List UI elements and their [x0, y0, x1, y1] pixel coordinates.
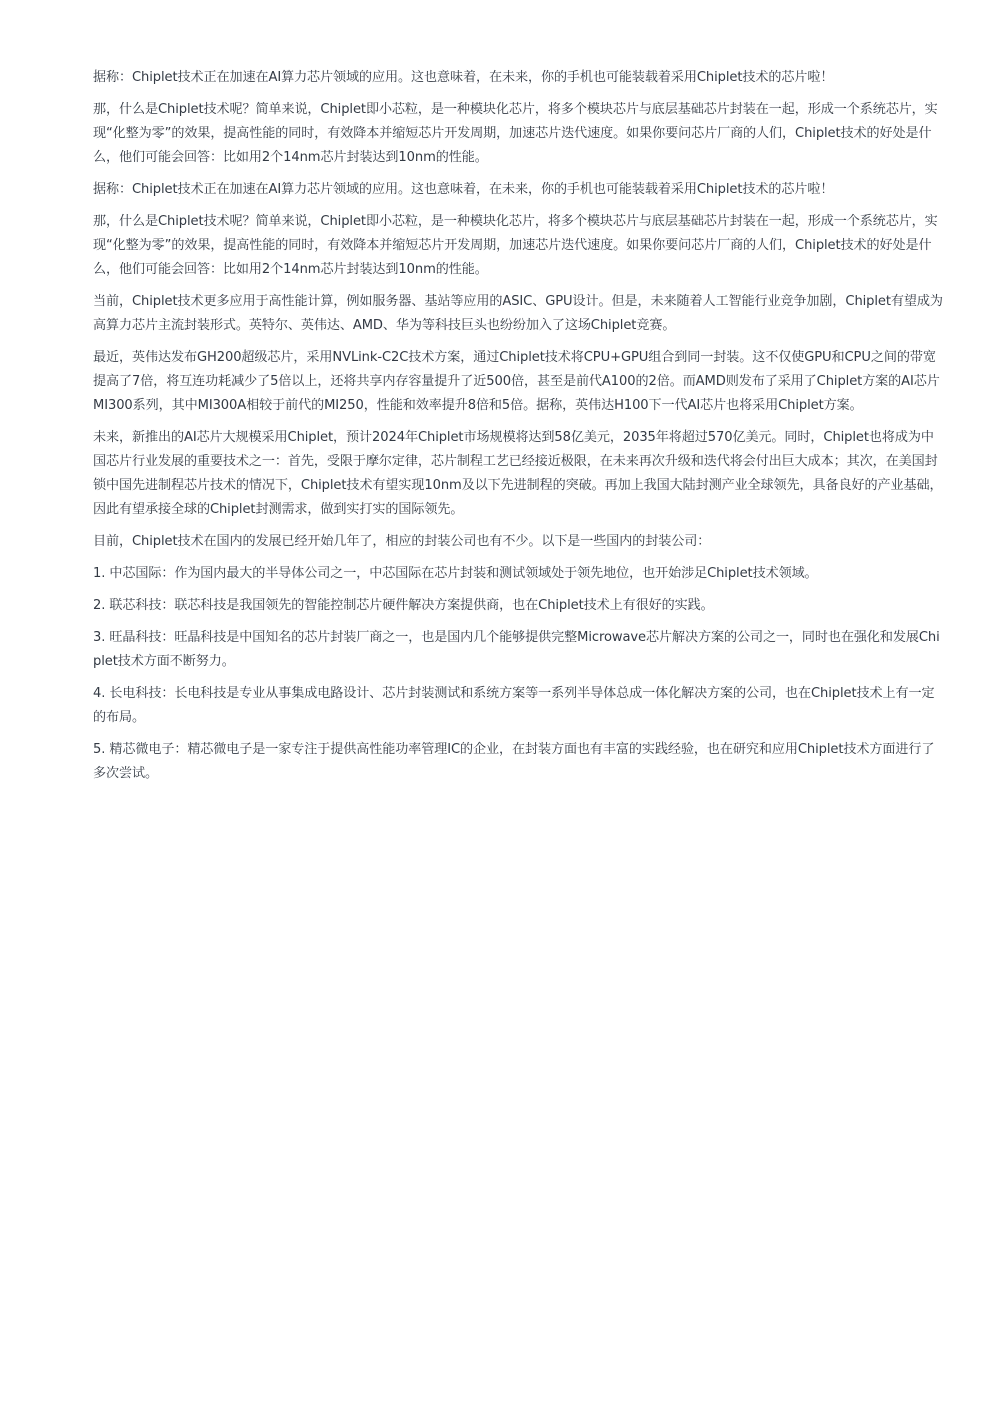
list-item-2: 2. 联芯科技：联芯科技是我国领先的智能控制芯片硬件解决方案提供商，也在Chiplet技术上有很好的实践。 — [93, 598, 714, 613]
paragraph-6: 最近，英伟达发布GH200超级芯片，采用NVLink-C2C技术方案，通过Chiplet技术将CPU+GPU组合到同一封装。这不仅使GPU和CPU之间的带宽提高了7倍，将互连功耗减少了5倍以上，还将共享内存容量提升了近500倍，甚至是前代A100的2倍。而AMD则发布了采用了Chiplet方案的AI芯片MI300系列，其中MI300A相较于前代的MI250，性能和效率提升8倍和5倍。据称，英伟达H100下一代AI芯片也将采用Chiplet方案。 — [93, 350, 940, 413]
list-item-4: 4. 长电科技：长电科技是专业从事集成电路设计、芯片封装测试和系统方案等一系列半导体总成一体化解决方案的公司，也在Chiplet技术上有一定的布局。 — [93, 686, 935, 725]
list-item-1: 1. 中芯国际：作为国内最大的半导体公司之一，中芯国际在芯片封装和测试领域处于领先地位，也开始涉足Chiplet技术领域。 — [93, 566, 818, 581]
paragraph-5: 当前，Chiplet技术更多应用于高性能计算，例如服务器、基站等应用的ASIC、GPU设计。但是，未来随着人工智能行业竞争加剧，Chiplet有望成为高算力芯片主流封装形式。英特尔、英伟达、AMD、华为等科技巨头也纷纷加入了这场Chiplet竞赛。 — [93, 294, 943, 333]
paragraph-1: 据称：Chiplet技术正在加速在AI算力芯片领域的应用。这也意味着，在未来，你的手机也可能装载着采用Chiplet技术的芯片啦！ — [93, 70, 834, 85]
paragraph-8: 目前，Chiplet技术在国内的发展已经开始几年了，相应的封装公司也有不少。以下是一些国内的封装公司： — [93, 534, 711, 549]
document-body — [93, 66, 943, 794]
list-item-3: 3. 旺晶科技：旺晶科技是中国知名的芯片封装厂商之一，也是国内几个能够提供完整Microwave芯片解决方案的公司之一，同时也在强化和发展Chiplet技术方面不断努力。 — [93, 630, 940, 669]
paragraph-3: 据称：Chiplet技术正在加速在AI算力芯片领域的应用。这也意味着，在未来，你的手机也可能装载着采用Chiplet技术的芯片啦！ — [93, 182, 834, 197]
paragraph-7: 未来，新推出的AI芯片大规模采用Chiplet，预计2024年Chiplet市场规模将达到58亿美元，2035年将超过570亿美元。同时，Chiplet也将成为中国芯片行业发展的重要技术之一：首先，受限于摩尔定律，芯片制程工艺已经接近极限，在未来再次升级和迭代将会付出巨大成本；其次，在美国封锁中国先进制程芯片技术的情况下，Chiplet技术有望实现10nm及以下先进制程的突破。再加上我国大陆封测产业全球领先，具备良好的产业基础，因此有望承接全球的Chiplet封测需求，做到实打实的国际领先。 — [93, 430, 943, 517]
list-item-5: 5. 精芯微电子：精芯微电子是一家专注于提供高性能功率管理IC的企业，在封装方面也有丰富的实践经验，也在研究和应用Chiplet技术方面进行了多次尝试。 — [93, 742, 935, 781]
paragraph-4: 那，什么是Chiplet技术呢？简单来说，Chiplet即小芯粒，是一种模块化芯片，将多个模块芯片与底层基础芯片封装在一起，形成一个系统芯片，实现“化整为零”的效果，提高性能的同时，有效降本并缩短芯片开发周期，加速芯片迭代速度。如果你要问芯片厂商的人们，Chiplet技术的好处是什么，他们可能会回答：比如用2个14nm芯片封装达到10nm的性能。 — [93, 214, 938, 277]
paragraph-2: 那，什么是Chiplet技术呢？简单来说，Chiplet即小芯粒，是一种模块化芯片，将多个模块芯片与底层基础芯片封装在一起，形成一个系统芯片，实现“化整为零”的效果，提高性能的同时，有效降本并缩短芯片开发周期，加速芯片迭代速度。如果你要问芯片厂商的人们，Chiplet技术的好处是什么，他们可能会回答：比如用2个14nm芯片封装达到10nm的性能。 — [93, 102, 938, 165]
